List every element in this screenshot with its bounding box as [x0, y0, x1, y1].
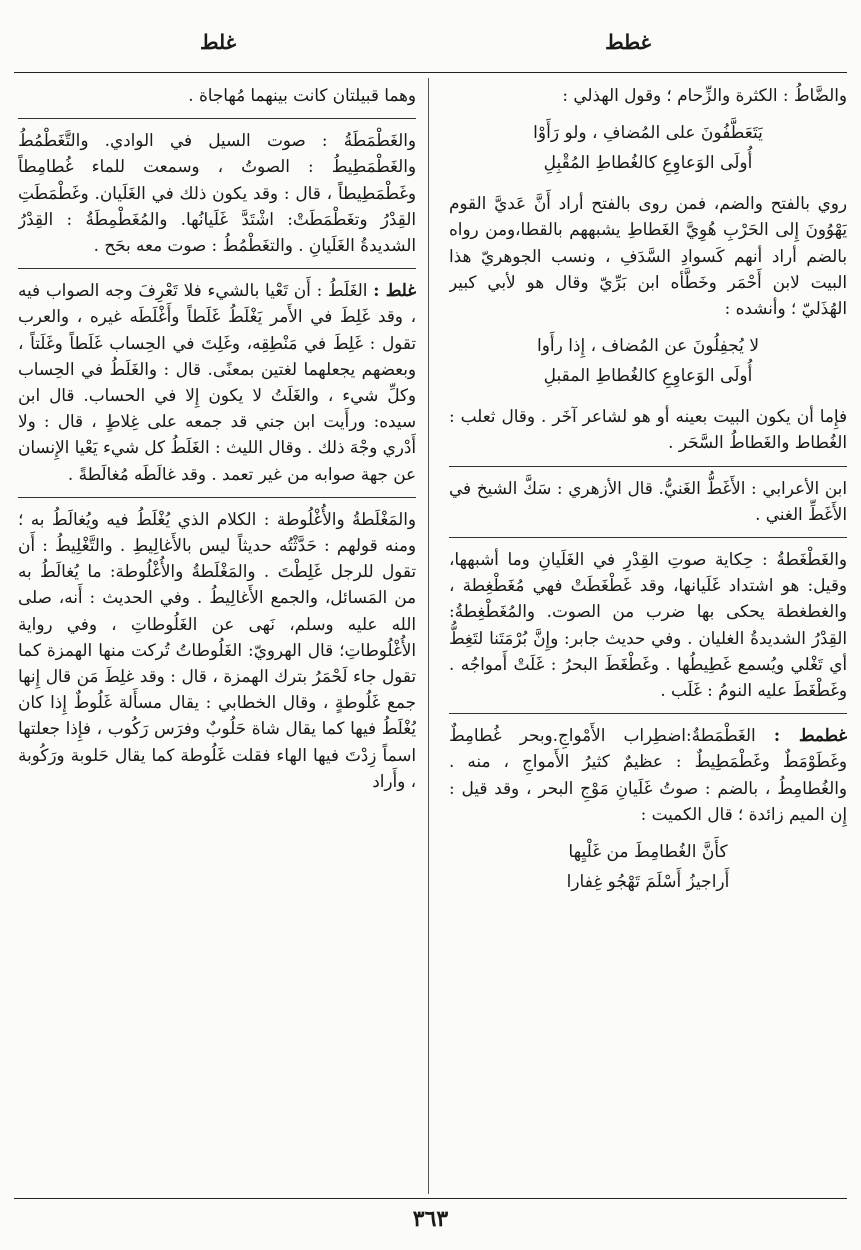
running-header-left: غلط: [200, 30, 237, 54]
entry-separator: [18, 118, 416, 119]
paragraph: والغَطْغَطةُ : حِكاية صوتِ القِدْرِ في الغَلَيانِ وما أشبهها، وقيل: هو اشتداد غَلَيانها، وقد غَطْغَطَتْ فهي مُغَطْغِطة ، والغطغطة يحكى بها ضرب من الصوت. والمُغَطْغِطةُ: القِدْرُ الشديدةُ الغليان . وفي حديث جابر: وإِنَّ بُرْمَتَنا لتَغِطُّ أي تَغْلي ويُسمع غَطِيطُها . وغَطْغَطَ البحرُ : غَلَتْ أَمواجُه . وغَطْغَطَ عليه النومُ : غَلَب .: [449, 549, 847, 701]
left-column: [18, 82, 416, 1192]
entry-separator: [18, 268, 416, 269]
right-column: [449, 82, 847, 1192]
verse-block: [449, 837, 847, 897]
entry-text: الغَلَطُ : أَن تَعْيا بالشيء فلا تَعْرِفَ وجه الصواب فيه ، وقد غَلِطَ في الأَمر يَغْلَطُ غَلَطاً وأَغْلَطَه غيره ، والعرب تقول : غَلِطَ في مَنْطِقِه، وغَلِتَ في الحِساب غَلَطاً وغَلَتاً ، وبعضهم يجعلهما لغتين بمعنًى. قال : والغَلَطُ في الحِساب وكلِّ شيء ، والغَلَتُ لا يكون إِلا في الحساب. قال ابن سيده: ورأَيت ابن جني قد جمعه على غِلاطٍ ، قال : ولا أَدْري وجْهَ ذلك . وقال الليث : الغَلَطُ كل شيء يَعْيا الإِنسان عن جهة صوابه من غير تعمد . وقد غالَطَه مُغالَطةً .: [18, 280, 416, 484]
verse-block: [449, 331, 847, 391]
headword: غطمط :: [773, 725, 847, 746]
header-rule: [14, 72, 847, 73]
column-divider: [428, 78, 429, 1194]
entry-separator: [449, 713, 847, 714]
paragraph: روي بالفتح والضم، فمن روى بالفتح أراد أَنَّ عَديَّ القوم يَهْوُونَ إِلى الحَرْبِ هُوِيَّ الغَطاطِ يشبههم بالقطا،ومن رواه بالضم أراد أنهم كَسوادِ السَّدَفِ ، ونسب الجوهريّ هذا البيت لابن أَحْمَر وخَطَّأه ابن بَرِّيّ وقال هو لأبي كبير الهُذَليّ ؛ وأنشده :: [449, 193, 847, 319]
verse-line: أُولَى الوَعاوِعِ كالغُطاطِ المُقْبِلِ: [543, 153, 753, 174]
headword: غلط :: [373, 280, 416, 301]
paragraph: والمَغْلَطةُ والأُغْلُوطة : الكلام الذي يُغْلَطُ فيه ويُغالَطُ به ؛ ومنه قولهم : حَدَّثْتُه حديثاً ليس بالأَغالِيطِ . والتَّغْلِيطُ : أَن تقول للرجل غَلِطْتَ . والمَغْلَطةُ والأُغْلُوطة: ما يُغالَطُ به من المَسائل، والجمع الأَغالِيطُ . وفي الحديث : أَنه، صلى الله عليه وسلم، نَهى عن الغَلُوطاتِ ، وفي رواية الأُغْلُوطاتِ؛ قال الهرويّ: الغَلُوطاتُ تُركت منها الهمزة كما تقول جاء لَحْمَرُ بترك الهمزة ، قال : وقد غلِطَ مَن قال إِنها جمع غَلُوطةٍ ، وقال الخطابي : يقال مسأَلة غَلُوطٌ إِذا كان يُغْلَطُ فيها كما يقال شاة حَلُوبٌ وفرَس رَكُوب ، فإِذا جعلتها اسماً زِدْتَ فيها الهاء فقلت غَلُوطة كما يقال حَلوبة ورَكُوبة ، وأَراد: [18, 508, 416, 791]
page-number: ٣٦٣: [412, 1206, 449, 1232]
footer-rule: [14, 1198, 847, 1199]
entry-paragraph: [449, 722, 847, 827]
entry-text: الغَطْمَطةُ:اضطِراب الأَمْواجِ.وبحر غُطامِطٌ وغَطَوْمَطٌ وغَطْمَطِيطٌ : عظيمٌ كثيرُ الأَمواجِ ، منه . والغُطامِطُ ، بالضم : صوتُ غَلَيانِ مَوْجِ البحر ، وقد قيل : إِن الميم زائدة ؛ قال الكميت :: [449, 725, 847, 824]
verse-line: أَراجيزُ أَسْلَمَ تَهْجُو غِفارا: [566, 872, 730, 893]
verse-block: [449, 118, 847, 178]
entry-separator: [449, 466, 847, 467]
paragraph: ابن الأعرابي : الأَغَطُّ الغَنيُّ. قال الأزهري : سَكَّ الشيخ في الأَغَطِّ الغني .: [449, 477, 847, 524]
paragraph: فإِما أن يكون البيت بعينه أو هو لشاعر آخَر . وقال ثعلب : الغُطاط والغَطاطُ السَّحَر .: [449, 406, 847, 453]
paragraph: والغَطْمَطَةُ : صوت السيل في الوادي. والتَّغَطْمُطُ والغَطْمَطِيطُ : الصوتُ ، وسمعت للماء غُطامِطاً وغَطْمَطِيطاً ، قال : وقد يكون ذلك في الغَلَيان. وغَطْمَطَتِ القِدْرُ وتغَطْمَطَتْ: اشْتَدَّ غَلَيانُها. والمُغَطْمِطَةُ : القِدْرُ الشديدةُ الغَلَيانِ . والتغَطْمُطُ : صوت معه بحَح .: [18, 130, 416, 256]
paragraph: وهما قبيلتان كانت بينهما مُهاجاة .: [188, 85, 416, 105]
entry-separator: [449, 537, 847, 538]
entry-paragraph: [18, 277, 416, 487]
entry-separator: [18, 497, 416, 498]
paragraph: والضَّاطُ : الكثرة والزِّحام ؛ وقول الهذلي :: [562, 85, 847, 105]
verse-line: أُولَى الوَعاوِعِ كالغُطاطِ المقبلِ: [543, 366, 753, 387]
verse-line: يَتَعَطَّفُونَ على المُضافِ ، ولو رَأَوْا: [533, 123, 763, 144]
verse-line: كأَنَّ الغُطامِطَ من غَلْيِها: [568, 842, 728, 863]
verse-line: لا يُجفِلُونَ عن المُضاف ، إِذا رأَوا: [536, 336, 760, 357]
running-header-right: غطط: [605, 30, 651, 54]
